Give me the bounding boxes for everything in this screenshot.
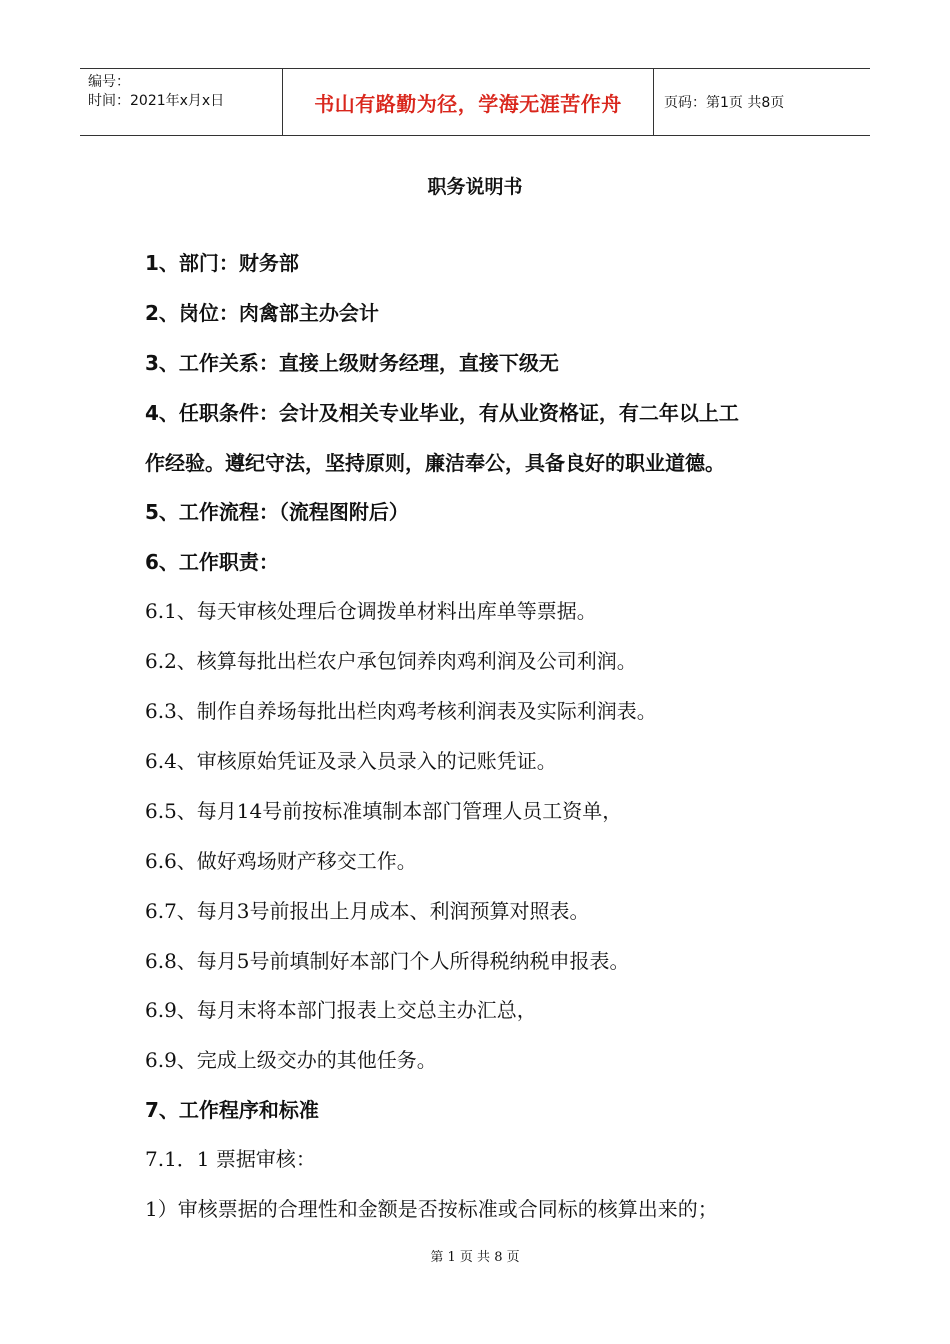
header-motto: 书山有路勤为径，学海无涯苦作舟 bbox=[314, 91, 622, 116]
body-line: 6.3、制作自养场每批出栏肉鸡考核利润表及实际利润表。 bbox=[145, 699, 657, 723]
body-line: 1）审核票据的合理性和金额是否按标准或合同标的核算出来的； bbox=[145, 1197, 718, 1221]
time-label: 时间：2021年x月x日 bbox=[88, 93, 225, 109]
number-label: 编号： bbox=[88, 74, 130, 90]
body-line: 7、工作程序和标准 bbox=[145, 1098, 319, 1122]
document-title: 职务说明书 bbox=[427, 176, 523, 198]
body-line: 作经验。遵纪守法，坚持原则，廉洁奉公，具备良好的职业道德。 bbox=[145, 451, 725, 475]
body-line: 4、任职条件：会计及相关专业毕业，有从业资格证，有二年以上工 bbox=[145, 401, 739, 425]
page-header bbox=[80, 68, 870, 136]
body-line: 6.2、核算每批出栏农户承包饲养肉鸡利润及公司利润。 bbox=[145, 649, 637, 673]
header-meta bbox=[80, 69, 282, 135]
body-line: 3、工作关系：直接上级财务经理，直接下级无 bbox=[145, 351, 559, 375]
header-page-info-cell bbox=[654, 69, 870, 135]
body-line: 6.6、做好鸡场财产移交工作。 bbox=[145, 849, 417, 873]
page-footer: 第 1 页 共 8 页 bbox=[430, 1250, 520, 1265]
body-line: 6.1、每天审核处理后仓调拨单材料出库单等票据。 bbox=[145, 599, 597, 623]
body-line: 2、岗位：肉禽部主办会计 bbox=[145, 301, 379, 325]
body-line: 5、工作流程：（流程图附后） bbox=[145, 500, 409, 524]
body-line: 7.1．1 票据审核： bbox=[145, 1147, 316, 1171]
body-line: 6.8、每月5号前填制好本部门个人所得税纳税申报表。 bbox=[145, 949, 630, 973]
body-line: 6.9、每月末将本部门报表上交总主办汇总， bbox=[145, 998, 537, 1022]
body-line: 6、工作职责： bbox=[145, 550, 279, 574]
body-line: 6.5、每月14号前按标准填制本部门管理人员工资单， bbox=[145, 799, 623, 823]
body-line: 1、部门：财务部 bbox=[145, 251, 299, 275]
header-page-info: 页码：第1页 共8页 bbox=[664, 95, 785, 111]
body-line: 6.4、审核原始凭证及录入员录入的记账凭证。 bbox=[145, 749, 557, 773]
header-motto-cell bbox=[282, 69, 654, 135]
body-line: 6.9、完成上级交办的其他任务。 bbox=[145, 1048, 437, 1072]
body-line: 6.7、每月3号前报出上月成本、利润预算对照表。 bbox=[145, 899, 590, 923]
